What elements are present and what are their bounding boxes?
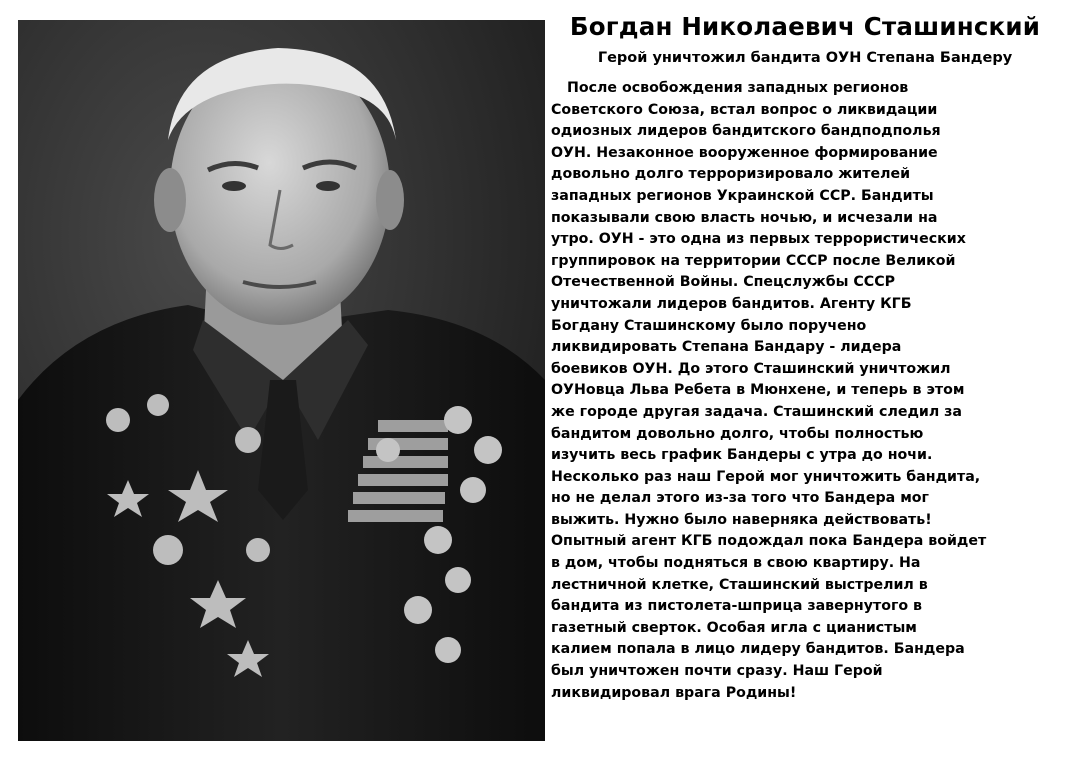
article-line: После освобождения западных регионов xyxy=(567,80,909,96)
article-line: одиозных лидеров бандитского бандподполья xyxy=(551,123,941,140)
article-line: Несколько раз наш Герой мог уничтожить бандита, xyxy=(551,468,981,485)
article-body xyxy=(551,78,1059,704)
article-line: группировок на территории СССР после Великой xyxy=(551,252,956,269)
article-line: Опытный агент КГБ подождал пока Бандера войдет xyxy=(551,533,987,550)
article-line: Богдану Сташинскому было поручено xyxy=(551,317,867,334)
article-line: газетный сверток. Особая игла с цианистым xyxy=(551,619,917,636)
article-line: уничтожали лидеров бандитов. Агенту КГБ xyxy=(551,295,912,312)
page-subtitle: Герой уничтожил бандита ОУН Степана Бандеру xyxy=(597,50,1013,66)
article-line: бандита из пистолета-шприца завернутого в xyxy=(551,598,923,615)
article-line: ликвидировал врага Родины! xyxy=(551,684,797,701)
portrait-photo-icon xyxy=(18,20,545,741)
page-title: Богдан Николаевич Сташинский xyxy=(569,12,1041,41)
article-line: довольно долго терроризировало жителей xyxy=(551,166,911,183)
article-line: бандитом довольно долго, чтобы полностью xyxy=(551,425,924,442)
article-line: Советского Союза, встал вопрос о ликвидации xyxy=(551,101,938,118)
article-line: ОУНовца Льва Ребета в Мюнхене, и теперь в этом xyxy=(551,382,965,399)
article-line: боевиков ОУН. До этого Сташинский уничтожил xyxy=(551,360,951,377)
article-line: был уничтожен почти сразу. Наш Герой xyxy=(551,663,883,680)
article-line: выжить. Нужно было наверняка действовать! xyxy=(551,511,932,528)
article-line: ОУН. Незаконное вооруженное формирование xyxy=(551,144,938,161)
article-line: же городе другая задача. Сташинский следил за xyxy=(551,403,963,420)
article-line: ликвидировать Степана Бандару - лидера xyxy=(551,339,902,356)
article-line: изучить весь график Бандеры с утра до ночи. xyxy=(551,447,933,464)
article-column xyxy=(551,10,1059,704)
article-line: Отечественной Войны. Спецслужбы СССР xyxy=(551,274,896,291)
article-line: западных регионов Украинской ССР. Бандиты xyxy=(551,187,934,204)
article-line: лестничной клетке, Сташинский выстрелил в xyxy=(551,576,928,593)
portrait-photo xyxy=(18,20,545,741)
article-line: в дом, чтобы подняться в свою квартиру. На xyxy=(551,555,921,572)
article-line: утро. ОУН - это одна из первых террористических xyxy=(551,231,966,248)
article-line: но не делал этого из-за того что Бандера мог xyxy=(551,490,929,507)
article-line: показывали свою власть ночью, и исчезали на xyxy=(551,209,938,226)
article-line: калием попала в лицо лидеру бандитов. Бандера xyxy=(551,641,965,658)
